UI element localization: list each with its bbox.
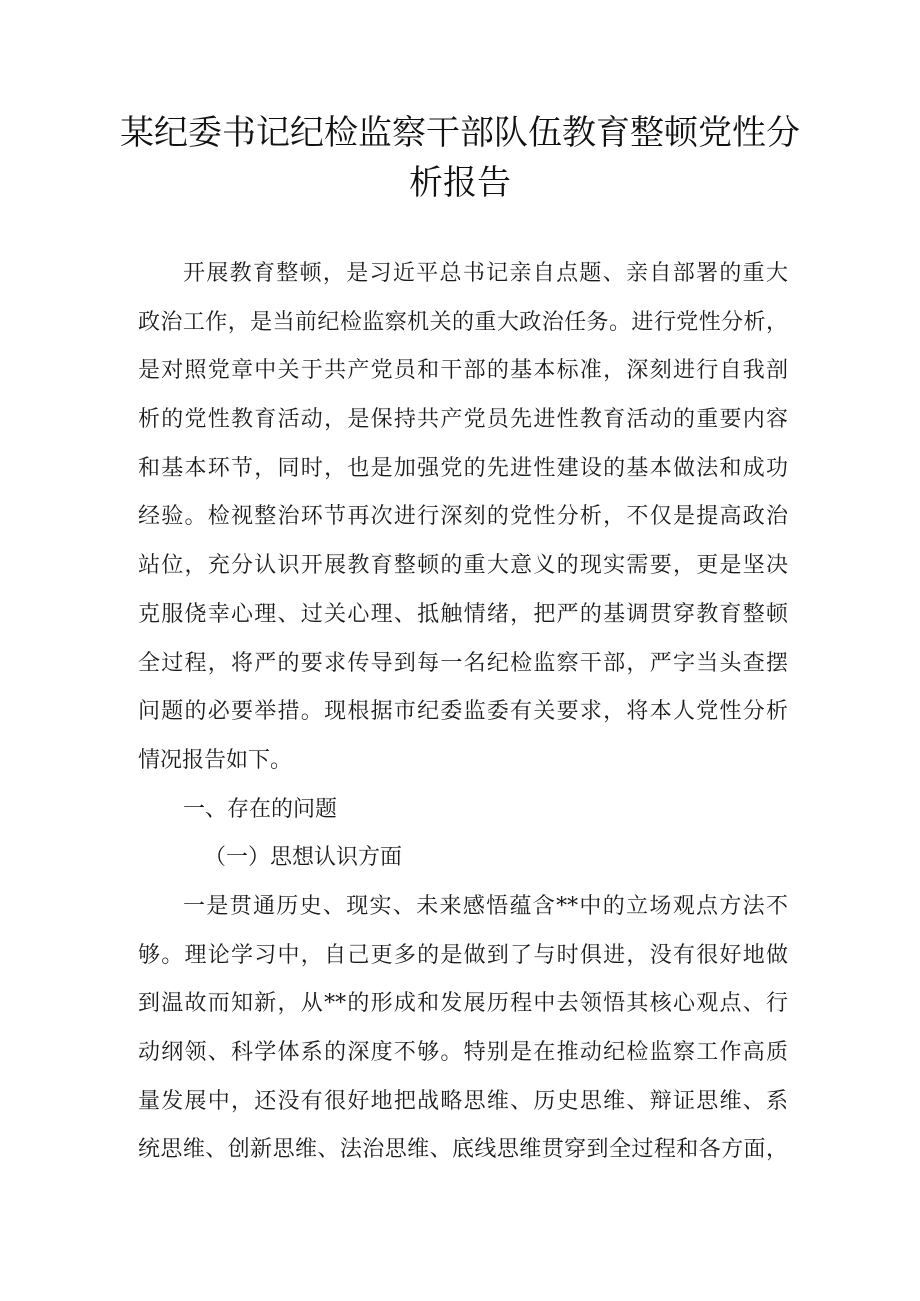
paragraph-line: 情况报告如下。 [138,747,293,773]
paragraph-line: 量发展中，还没有很好地把战略思维、历史思维、辩证思维、系 [138,1088,788,1114]
paragraph-line: 开展教育整顿，是习近平总书记亲自点题、亲自部署的重大 [183,261,788,286]
paragraph-line: 政治工作，是当前纪检监察机关的重大政治任务。进行党性分析， [138,309,788,335]
problem-paragraph [138,883,788,1175]
title-line-1: 某纪委书记纪检监察干部队伍教育整顿党性分 [120,113,800,153]
paragraph-line: 和基本环节，同时，也是加强党的先进性建设的基本做法和成功 [138,455,788,481]
subsection-heading: （一）思想认识方面 [204,845,403,871]
paragraph-line: 到温故而知新，从**的形成和发展历程中去领悟其核心观点、行 [138,991,788,1017]
paragraph-line: 是对照党章中关于共产党员和干部的基本标准，深刻进行自我剖 [138,358,788,384]
paragraph-line: 够。理论学习中，自己更多的是做到了与时俱进，没有很好地做 [138,942,788,968]
document-title [120,108,800,208]
paragraph-line: 问题的必要举措。现根据市纪委监委有关要求，将本人党性分析 [138,699,788,725]
paragraph-line: 站位，充分认识开展教育整顿的重大意义的现实需要，更是坚决 [138,553,788,579]
section-heading: 一、存在的问题 [183,796,338,822]
intro-paragraph [138,250,788,786]
paragraph-line: 全过程，将严的要求传导到每一名纪检监察干部，严字当头查摆 [138,650,788,676]
paragraph-line: 统思维、创新思维、法治思维、底线思维贯穿到全过程和各方面， [138,1137,788,1163]
title-line-2: 析报告 [409,163,511,203]
paragraph-line: 一是贯通历史、现实、未来感悟蕴含**中的立场观点方法不 [183,893,788,919]
paragraph-line: 动纲领、科学体系的深度不够。特别是在推动纪检监察工作高质 [138,1040,788,1065]
paragraph-line: 克服侥幸心理、过关心理、抵触情绪，把严的基调贯穿教育整顿 [138,601,788,627]
paragraph-line: 析的党性教育活动，是保持共产党员先进性教育活动的重要内容 [138,407,788,433]
paragraph-line: 经验。检视整治环节再次进行深刻的党性分析，不仅是提高政治 [138,504,788,530]
document-body [138,250,788,1175]
